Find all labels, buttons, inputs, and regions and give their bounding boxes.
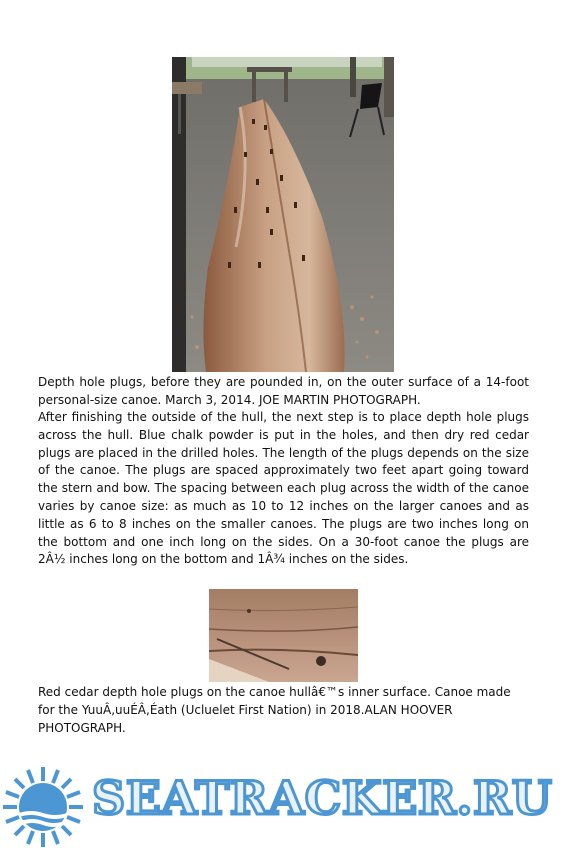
caption-text: Depth hole plugs, before they are pounded in, on the outer surface of a 14-foot personal-size canoe. March 3, 2014. JOE MARTIN PHOTOGRAPH. <box>38 375 529 407</box>
sun-icon <box>3 767 83 847</box>
watermark-text: SEATRACKER.RU <box>92 771 553 825</box>
body-paragraph <box>38 409 529 569</box>
photo-caption-1 <box>38 374 529 410</box>
canoe-hull-photo <box>172 57 394 372</box>
inner-hull-photo <box>209 589 358 682</box>
paragraph-text: After finishing the outside of the hull, the next step is to place depth hole plugs across the hull. Blue chalk powder is put in the holes, and then dry red cedar plugs are placed in the drilled holes. The length of the plugs depends on the size of the canoe. The plugs are spaced approximately two feet apart going toward the stern and bow. The spacing between each plug across the width of the canoe varies by canoe size: as much as 10 to 12 inches on the larger canoes and as little as 6 to 8 inches on the smaller canoes. The plugs are two inches long on the bottom and one inch long on the sides. On a 30-foot canoe the plugs are 2Â½ inches long on the bottom and 1Â¾ inches on the sides. <box>38 410 529 567</box>
photo-caption-2 <box>38 684 529 737</box>
caption-text: Red cedar depth hole plugs on the canoe hullâ€™s inner surface. Canoe made for the YuuÂ,uuÉÂ,Éath (Ucluelet First Nation) in 2018.ALAN HOOVER PHOTOGRAPH. <box>38 685 511 735</box>
